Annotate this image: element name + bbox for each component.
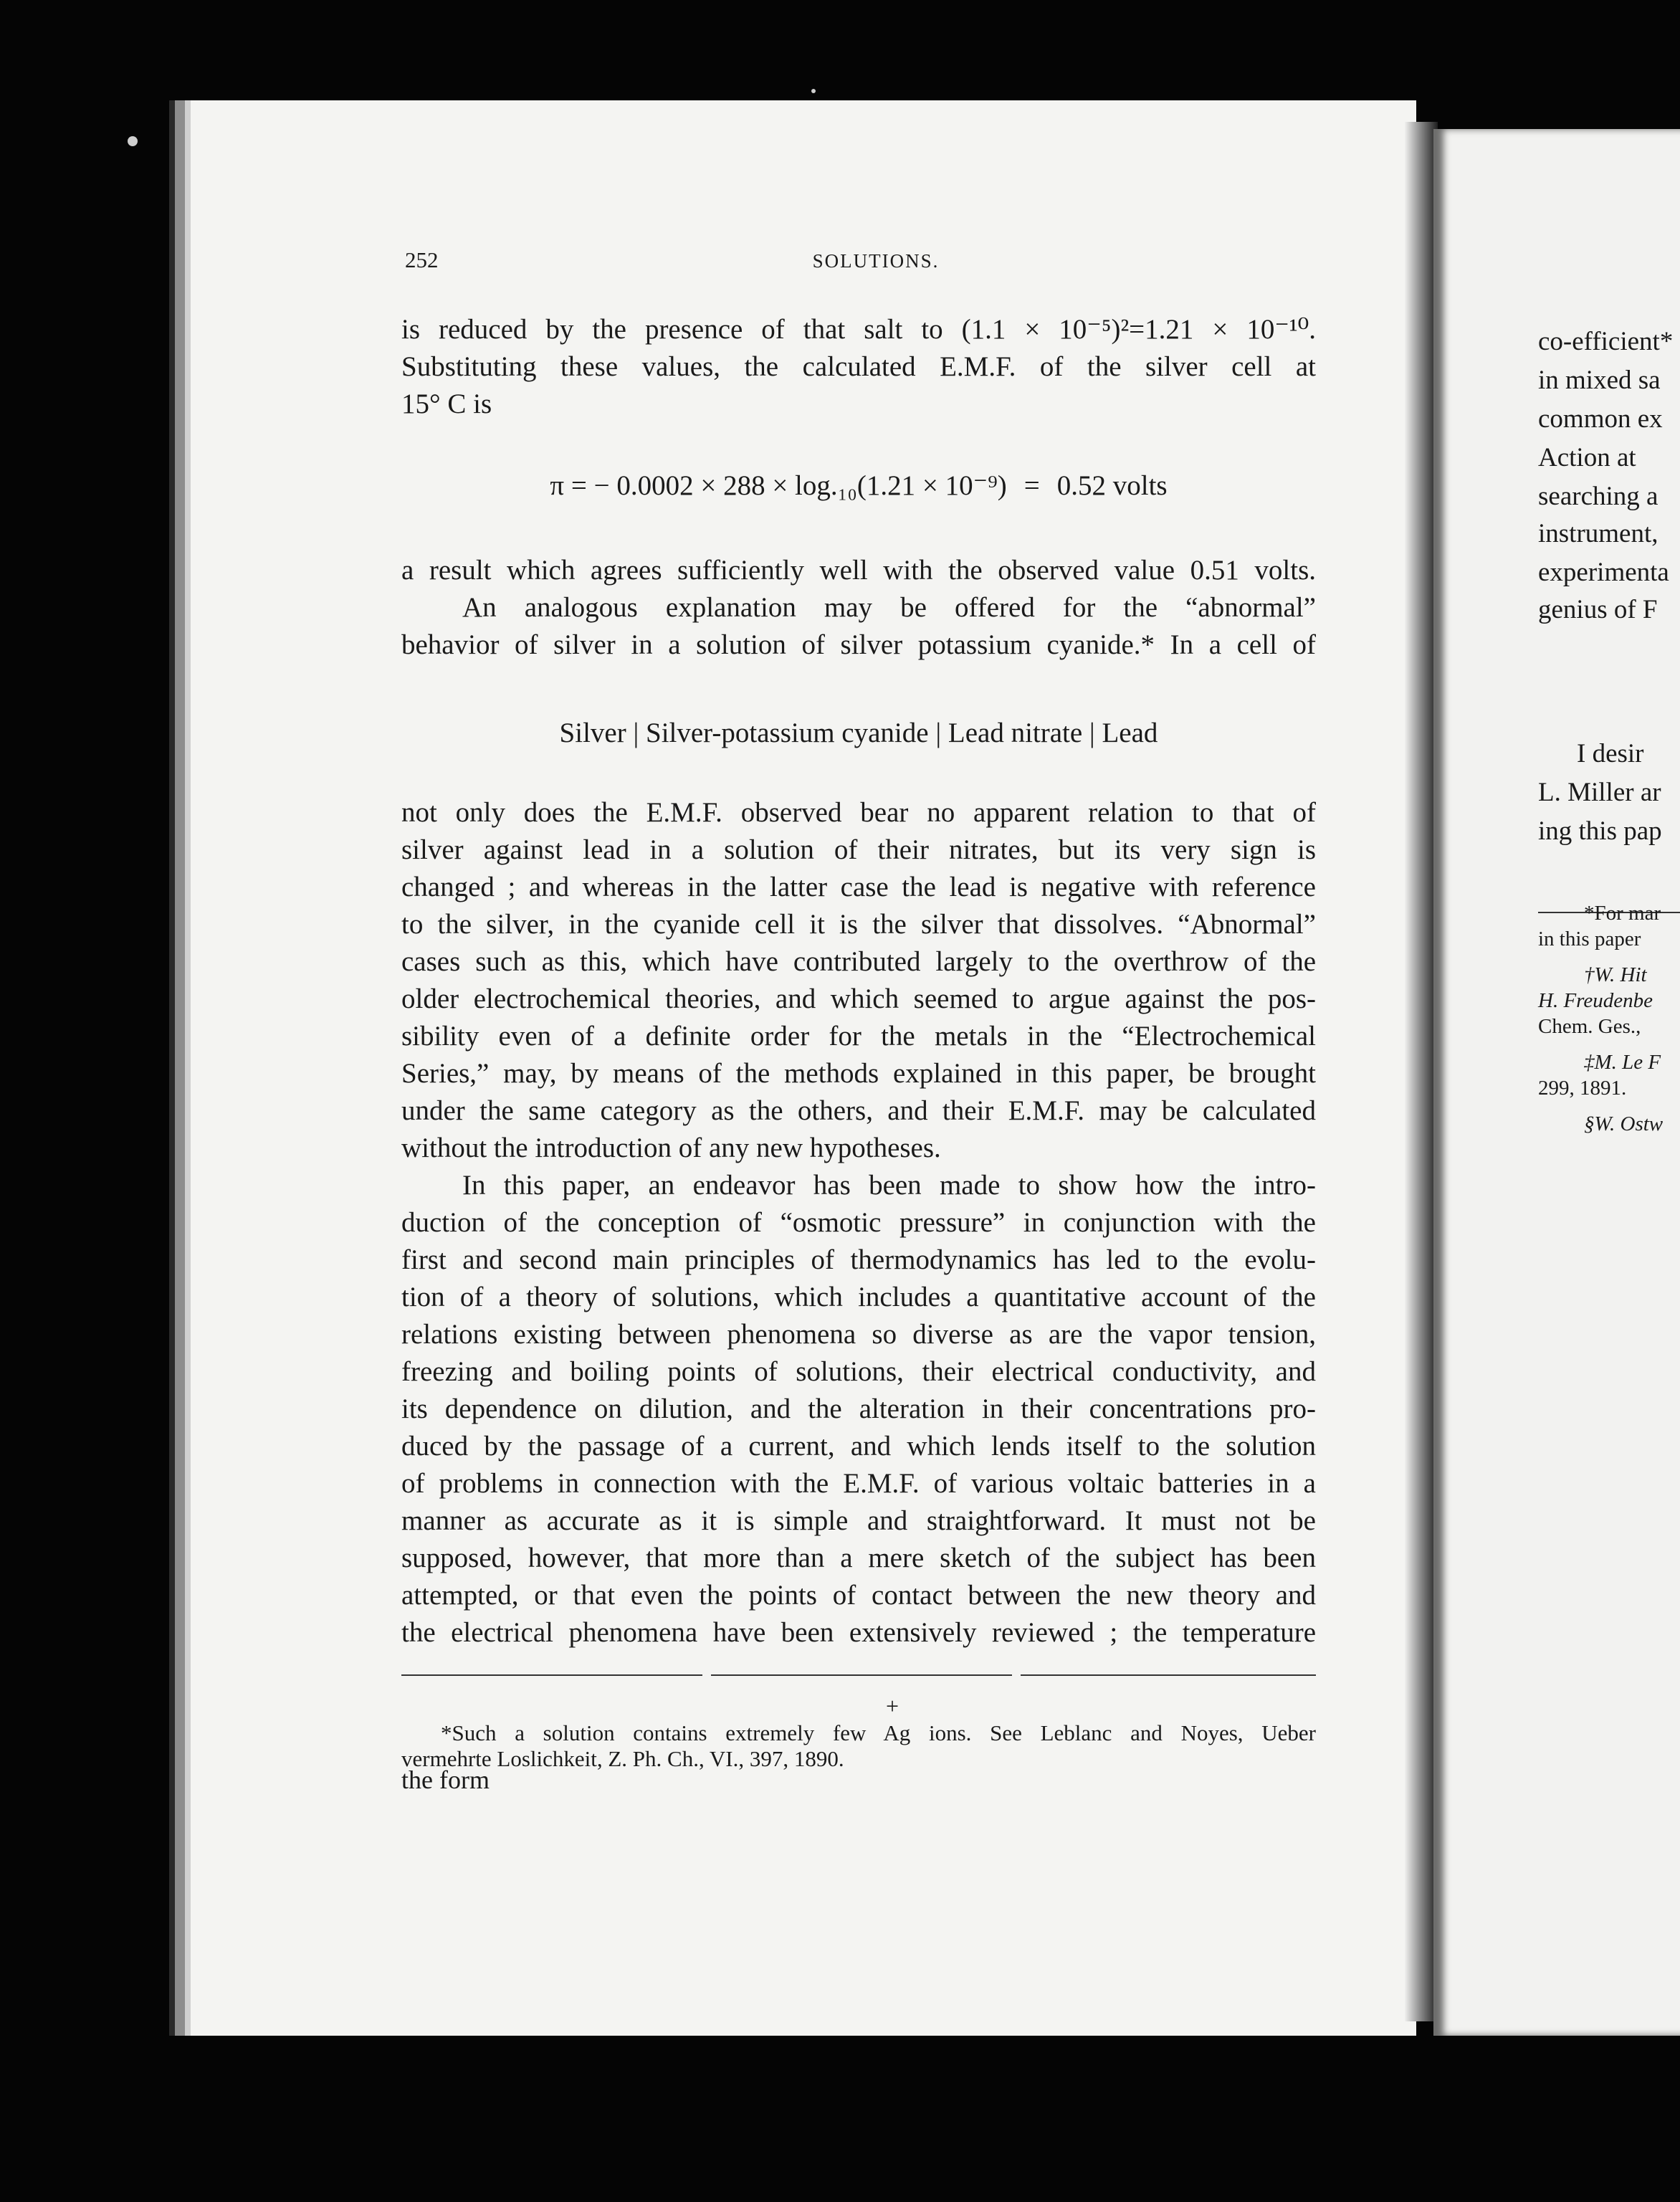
text-line: a result which agrees sufficiently well with the observed value 0.51 volts. <box>401 555 1316 586</box>
right-page-footnote: Chem. Ges., <box>1538 1015 1641 1038</box>
right-page-line: genius of F <box>1538 595 1658 624</box>
text-line: manner as accurate as it is simple and straightforward. It must not be <box>401 1505 1316 1536</box>
right-page-footnote: ‡M. Le F <box>1584 1051 1661 1074</box>
footnote <box>401 1720 1316 1772</box>
footnote-line: vermehrte Loslichkeit, Z. Ph. Ch., VI., 397, 1890. <box>401 1746 844 1771</box>
formula-lhs: π = − 0.0002 × 288 × log.₁₀(1.21 × 10⁻⁹) <box>550 470 1007 501</box>
right-page-line: searching a <box>1538 482 1658 511</box>
page-header <box>405 247 1347 283</box>
stray-text: the form <box>401 1765 490 1794</box>
right-page-line: common ex <box>1538 404 1663 434</box>
right-page-line: experimenta <box>1538 558 1669 587</box>
text-line: to the silver, in the cyanide cell it is the silver that dissolves. “Abnormal” <box>401 909 1316 940</box>
text-line: changed ; and whereas in the latter case the lead is negative with reference <box>401 872 1316 902</box>
text-line: silver against lead in a solution of their nitrates, but its very sign is <box>401 834 1316 865</box>
right-page-footnote: H. Freudenbe <box>1538 989 1653 1012</box>
right-page-line: co-efficient* <box>1538 327 1674 356</box>
text-line: sibility even of a definite order for the metals in the “Electrochemical <box>401 1021 1316 1052</box>
text-line: of problems in connection with the E.M.F. of various voltaic batteries in a <box>401 1468 1316 1499</box>
paragraph-main <box>401 794 1316 1652</box>
right-page-footnote: §W. Ostw <box>1584 1112 1664 1135</box>
right-page-ack-line: ing this pap <box>1538 816 1662 846</box>
dust-speck <box>128 136 138 146</box>
text-line: freezing and boiling points of solutions, their electrical conductivity, and <box>401 1356 1316 1387</box>
formula-equals: = <box>1023 470 1040 501</box>
text-line: tion of a theory of solutions, which includes a quantitative account of the <box>401 1282 1316 1312</box>
text-line: 15° C is <box>401 389 492 419</box>
text-line: Substituting these values, the calculated E.M.F. of the silver cell at <box>401 351 1316 382</box>
text-line: cases such as this, which have contributed largely to the overthrow of the <box>401 946 1316 977</box>
text-line: relations existing between phenomena so diverse as are the vapor tension, <box>401 1319 1316 1350</box>
text-line: under the same category as the others, and their E.M.F. may be calculated <box>401 1095 1316 1126</box>
right-page-line: instrument, <box>1538 519 1658 548</box>
running-title: SOLUTIONS. <box>812 250 940 272</box>
page-number: 252 <box>405 247 439 272</box>
cell-equation: Silver | Silver-potassium cyanide | Lead nitrate | Lead <box>559 718 1158 748</box>
text-line: duced by the passage of a current, and which lends itself to the solution <box>401 1431 1316 1462</box>
paragraph-top <box>401 311 1316 423</box>
right-page-ack-line: I desir <box>1577 739 1644 768</box>
text-line: the electrical phenomena have been extensively reviewed ; the temperature <box>401 1617 1316 1648</box>
right-page-footnote: †W. Hit <box>1584 963 1647 986</box>
right-page-footnote: 299, 1891. <box>1538 1077 1627 1100</box>
text-line: first and second main principles of thermodynamics has led to the evolu- <box>401 1244 1316 1275</box>
footnote-line: *Such a solution contains extremely few Ag ions. See Leblanc and Noyes, Ueber <box>441 1720 1316 1745</box>
formula-equation <box>401 470 1316 502</box>
right-page-line: in mixed sa <box>1538 366 1661 395</box>
text-line: its dependence on dilution, and the alteration in their concentrations pro- <box>401 1393 1316 1424</box>
paragraph-mid <box>401 552 1316 664</box>
right-page-footnote: *For mar <box>1584 902 1661 925</box>
text-line: An analogous explanation may be offered for the “abnormal” <box>462 592 1316 623</box>
text-line: is reduced by the presence of that salt to (1.1 × 10⁻⁵)²=1.21 × 10⁻¹⁰. <box>401 314 1316 345</box>
text-line: older electrochemical theories, and which seemed to argue against the pos- <box>401 983 1316 1014</box>
text-line: In this paper, an endeavor has been made to show how the intro- <box>462 1170 1316 1201</box>
text-line: Series,” may, by means of the methods explained in this paper, be brought <box>401 1058 1316 1089</box>
dust-speck <box>811 89 816 93</box>
text-line: supposed, however, that more than a mere sketch of the subject has been <box>401 1543 1316 1573</box>
right-page-ack-line: L. Miller ar <box>1538 778 1661 807</box>
footnote-rule <box>401 1674 1316 1676</box>
text-line: attempted, or that even the points of contact between the new theory and <box>401 1580 1316 1611</box>
footnote-plus-sign: + <box>886 1693 899 1719</box>
text-line: without the introduction of any new hypotheses. <box>401 1133 941 1163</box>
text-line: duction of the conception of “osmotic pressure” in conjunction with the <box>401 1207 1316 1238</box>
text-line: not only does the E.M.F. observed bear no apparent relation to that of <box>401 797 1316 828</box>
text-line: behavior of silver in a solution of silver potassium cyanide.* In a cell of <box>401 629 1316 660</box>
right-page-line: Action at <box>1538 443 1636 472</box>
right-page-footnote: in this paper <box>1538 928 1641 950</box>
formula-rhs: 0.52 volts <box>1056 470 1168 501</box>
